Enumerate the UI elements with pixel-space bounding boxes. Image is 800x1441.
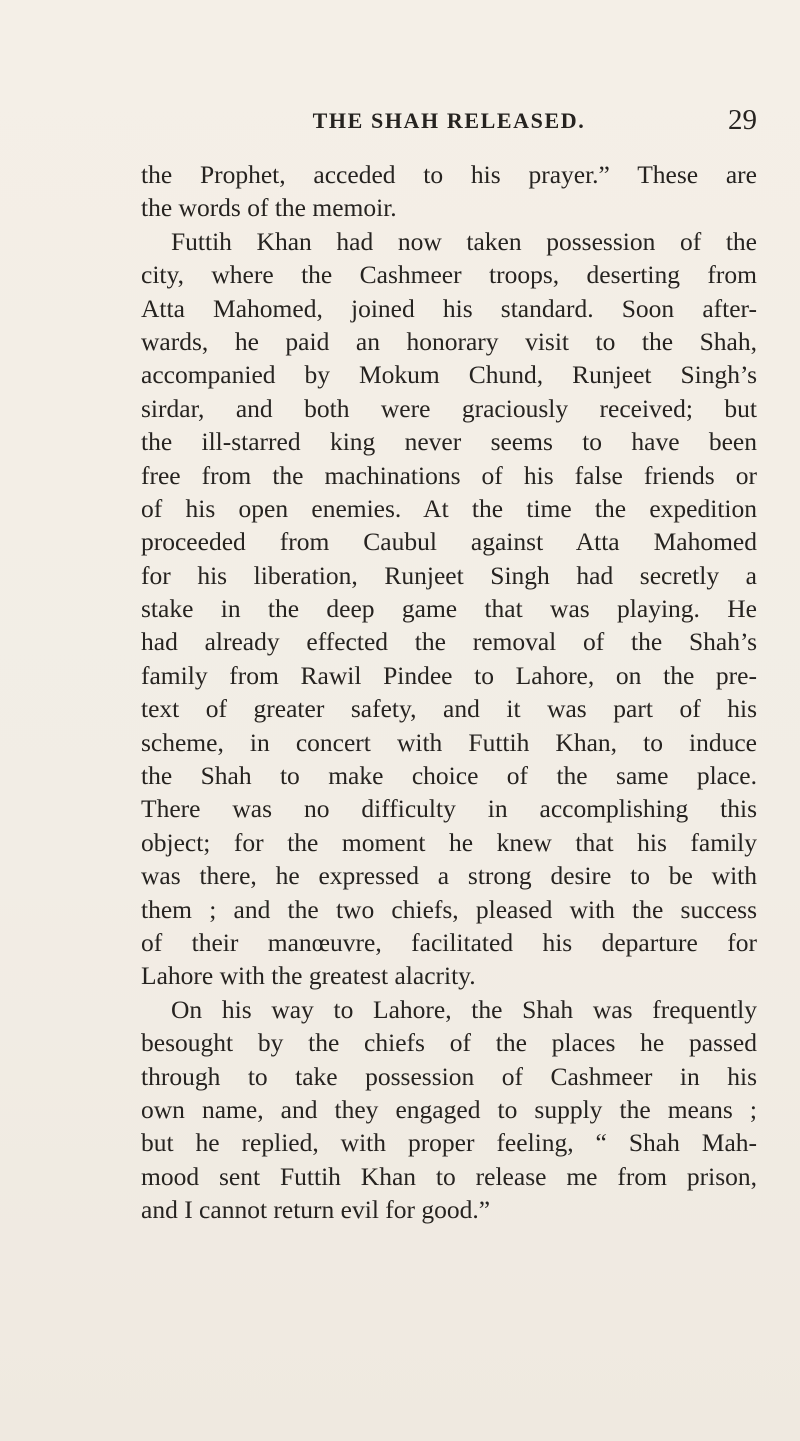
text-line: Atta Mahomed, joined his standard. Soon after- [141, 293, 757, 323]
running-head [141, 100, 757, 140]
text-line: through to take possession of Cashmeer in his [141, 1061, 757, 1091]
text-line: scheme, in concert with Futtih Khan, to induce [141, 727, 757, 757]
text-line: and I cannot return evil for good.” [141, 1195, 491, 1225]
text-line: text of greater safety, and it was part of his [141, 694, 757, 724]
text-line: Lahore with the greatest alacrity. [141, 961, 476, 991]
text-line: them ; and the two chiefs, pleased with the success [141, 894, 757, 924]
text-line: the Prophet, acceded to his prayer.” These are [141, 160, 757, 189]
text-line: own name, and they engaged to supply the means ; [141, 1094, 757, 1124]
text-line: of his open enemies. At the time the expedition [141, 493, 757, 523]
text-line: mood sent Futtih Khan to release me from prison, [141, 1161, 757, 1191]
text-line: family from Rawil Pindee to Lahore, on the pre- [141, 660, 757, 690]
text-line: object; for the moment he knew that his family [141, 827, 757, 857]
text-line: besought by the chiefs of the places he passed [141, 1028, 757, 1058]
text-line: but he replied, with proper feeling, “ Shah Mah- [141, 1128, 757, 1158]
text-line: the Shah to make choice of the same place. [141, 761, 757, 791]
paragraph-start-line: Futtih Khan had now taken possession of the [171, 226, 757, 256]
text-line: sirdar, and both were graciously received; but [141, 393, 757, 423]
text-line: There was no difficulty in accomplishing this [141, 794, 757, 824]
text-line: for his liberation, Runjeet Singh had secretly a [141, 560, 757, 590]
text-line: stake in the deep game that was playing. He [141, 594, 757, 624]
text-line: proceeded from Caubul against Atta Mahomed [141, 527, 757, 557]
paragraph-start-line: On his way to Lahore, the Shah was frequently [171, 994, 757, 1024]
page-number: 29 [728, 104, 757, 136]
text-line: the ill-starred king never seems to have been [141, 427, 757, 457]
text-line: had already effected the removal of the Shah’s [141, 627, 757, 657]
text-line: city, where the Cashmeer troops, deserting from [141, 260, 757, 290]
body-text [141, 158, 757, 1227]
text-line: accompanied by Mokum Chund, Runjeet Singh’s [141, 360, 757, 390]
text-line: of their manœuvre, facilitated his departure for [141, 927, 757, 957]
text-line: was there, he expressed a strong desire to be with [141, 861, 757, 891]
text-line: the words of the memoir. [141, 193, 397, 223]
running-title: THE SHAH RELEASED. [312, 108, 586, 133]
text-line: wards, he paid an honorary visit to the Shah, [141, 326, 757, 356]
text-line: free from the machinations of his false friends or [141, 460, 757, 490]
